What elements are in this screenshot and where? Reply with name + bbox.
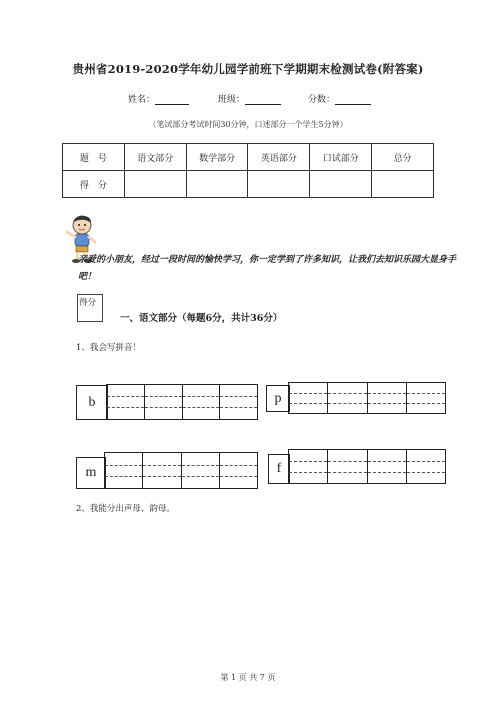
header-cell: 题 号 <box>63 144 125 171</box>
row-label-cell: 得 分 <box>63 171 125 198</box>
letter-b: b <box>88 394 96 410</box>
letter-f: f <box>276 461 282 476</box>
page-title: 贵州省2019-2020学年幼儿园学前班下学期期末检测试卷(附答案) <box>72 62 424 76</box>
score-table <box>62 143 434 198</box>
score-box-label: 得分 <box>79 298 97 308</box>
writing-cell[interactable] <box>220 385 257 419</box>
page-footer: 第 1 页 共 7 页 <box>220 673 276 682</box>
writing-cell[interactable] <box>105 453 143 488</box>
letter-box-p <box>266 385 290 412</box>
letter-p: p <box>274 390 282 406</box>
score-cell <box>124 171 186 198</box>
score-box <box>77 294 103 322</box>
score-cell <box>372 171 434 198</box>
writing-grid[interactable] <box>104 452 258 489</box>
writing-cell[interactable] <box>407 450 445 483</box>
class-blank <box>245 95 281 105</box>
writing-grid[interactable] <box>106 384 258 420</box>
score-table-score-row <box>63 171 434 198</box>
letter-box-f <box>268 454 290 484</box>
letter-box-b <box>76 385 108 420</box>
writing-cell[interactable] <box>407 383 445 413</box>
intro-text: 亲爱的小朋友，经过一段时间的愉快学习，你一定学到了许多知识，让我们去知识乐园大显身手吧！ <box>78 255 457 282</box>
score-cell <box>248 171 310 198</box>
question-2: 2、我能分出声母、韵母。 <box>76 504 175 514</box>
name-label: 姓名： <box>128 95 156 105</box>
header-cell: 口试部分 <box>310 144 372 171</box>
name-blank <box>155 95 189 105</box>
writing-cell[interactable] <box>182 453 220 488</box>
header-cell: 语文部分 <box>124 144 186 171</box>
score-cell <box>186 171 248 198</box>
header-cell: 英语部分 <box>248 144 310 171</box>
score-label: 分数： <box>308 95 336 105</box>
writing-cell[interactable] <box>143 453 181 488</box>
writing-cell[interactable] <box>289 383 328 413</box>
writing-grid[interactable] <box>288 449 446 484</box>
score-cell <box>310 171 372 198</box>
letter-box-m <box>76 457 106 489</box>
writing-cell[interactable] <box>183 385 221 419</box>
score-blank <box>335 95 371 105</box>
writing-cell[interactable] <box>328 450 367 483</box>
class-field <box>218 92 281 105</box>
section-heading: 一、语文部分（每题6分，共计36分） <box>120 313 283 324</box>
writing-cell[interactable] <box>107 385 145 419</box>
writing-cell[interactable] <box>220 453 257 488</box>
writing-cell[interactable] <box>328 383 367 413</box>
name-field <box>128 92 189 105</box>
class-label: 班级： <box>218 95 246 105</box>
header-cell: 总分 <box>372 144 434 171</box>
writing-cell[interactable] <box>368 383 407 413</box>
exam-note: （笔试部分考试时间30分钟，口述部分一个学生5分钟） <box>148 120 348 129</box>
score-field <box>308 92 371 105</box>
writing-cell[interactable] <box>289 450 328 483</box>
writing-cell[interactable] <box>368 450 407 483</box>
writing-cell[interactable] <box>145 385 183 419</box>
score-table-header-row <box>63 144 434 171</box>
letter-m: m <box>85 465 97 480</box>
header-cell: 数学部分 <box>186 144 248 171</box>
writing-grid[interactable] <box>288 382 446 414</box>
question-1: 1、我会写拼音！ <box>76 343 141 353</box>
